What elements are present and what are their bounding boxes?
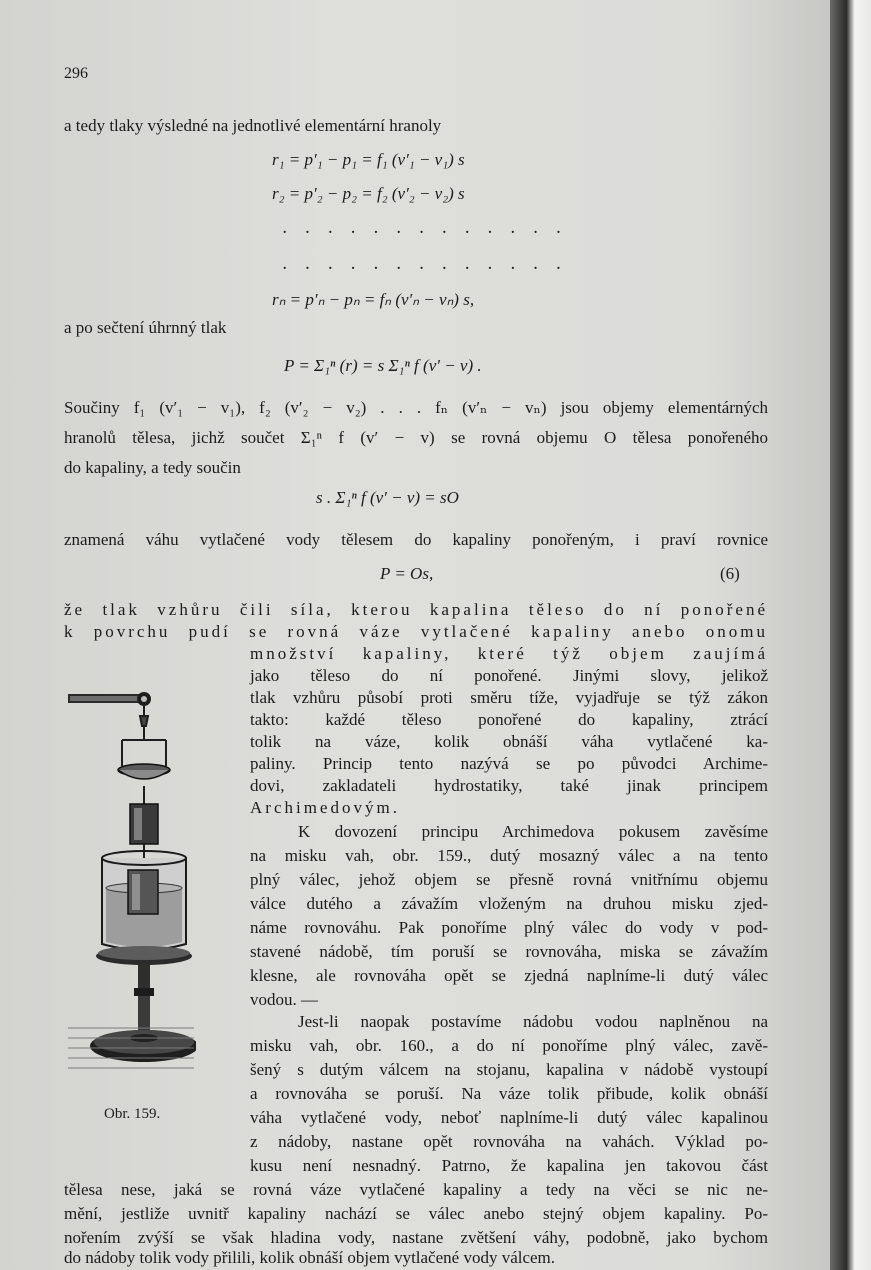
- text-line: jako těleso do ní ponořené. Jinými slovy, jelikož: [250, 666, 768, 685]
- text-line: misku vah, obr. 160., a do ní ponoříme plný válec, zavě-: [250, 1036, 768, 1055]
- text-line: že tlak vzhůru čili síla, kterou kapalina těleso do ní ponořené: [64, 600, 768, 619]
- text-line: a po sečtení úhrnný tlak: [64, 318, 227, 337]
- equation-r2: r₂ = p′₂ − p₂ = f₂ (v′₂ − v₂) s: [272, 184, 465, 203]
- text-line: vodou. —: [250, 990, 318, 1009]
- text-line: stavené nádobě, tím poruší se rovnováha, miska se závažím: [250, 942, 768, 961]
- text-line: tolik na váze, kolik obnáší váha vytlačené ka-: [250, 732, 768, 751]
- text-line: mění, jestliže uvnitř kapaliny nachází se válec anebo stejný objem kapaliny. Po-: [64, 1204, 768, 1223]
- text-line: Jest-li naopak postavíme nádobu vodou naplněnou na: [298, 1012, 768, 1031]
- text-line: na misku vah, obr. 159., dutý mosazný válec a na tento: [250, 846, 768, 865]
- ellipsis-row: . . . . . . . . . . . . .: [282, 218, 568, 238]
- text-line: k povrchu pudí se rovná váze vytlačené kapaliny anebo onomu: [64, 622, 768, 641]
- text-line: z nádoby, nastane opět rovnováha na vahách. Výklad po-: [250, 1132, 768, 1151]
- text-line: nořením zvýší se však hladina vody, nastane zvětšení váhy, podobně, jako bychom: [64, 1228, 768, 1247]
- text-line: znamená váhu vytlačené vody tělesem do kapaliny ponořeným, i praví rovnice: [64, 530, 768, 549]
- text-line: množství kapaliny, které týž objem zaujímá: [250, 644, 768, 663]
- text-line: klesne, ale rovnováha opět se zjedná naplníme-li dutý válec: [250, 966, 768, 985]
- text-line: dovi, zakladateli hydrostatiky, také jinak principem: [250, 776, 768, 795]
- text-line: hranolů tělesa, jichž součet Σ₁ⁿ f (v′ − v) se rovná objemu O tělesa ponořeného: [64, 428, 768, 447]
- text-line: tělesa nese, jaká se rovná váze vytlačené kapaliny a tedy na věci se nic ne-: [64, 1180, 768, 1199]
- text-line: náme rovnováhu. Pak ponoříme plný válec do vody v pod-: [250, 918, 768, 937]
- text-line: váha vytlačené vody, neboť naplníme-li dutý válec kapalinou: [250, 1108, 768, 1127]
- book-spine-edge: [830, 0, 871, 1270]
- ellipsis-row: . . . . . . . . . . . . .: [282, 254, 568, 274]
- equation-6: P = Os,: [380, 564, 434, 583]
- text-line: paliny. Princip tento nazývá se po původci Archime-: [250, 754, 768, 773]
- text-line: šený s dutým válcem na stojanu, kapalina v nádobě vystoupí: [250, 1060, 768, 1079]
- archimedes-apparatus-figure: [66, 688, 196, 1108]
- text-line: válce dutého a závažím vloženým na druhou misku zjed-: [250, 894, 768, 913]
- equation-total-pressure: P = Σ₁ⁿ (r) = s Σ₁ⁿ f (v′ − v) .: [284, 356, 482, 375]
- text-line: kusu není nesnadný. Patrno, že kapalina jen takovou část: [250, 1156, 768, 1175]
- page-number: 296: [64, 65, 88, 82]
- equation-number: (6): [720, 564, 740, 583]
- equation-rn: rₙ = p′ₙ − pₙ = fₙ (v′ₙ − vₙ) s,: [272, 290, 475, 309]
- text-line: do kapaliny, a tedy součin: [64, 458, 241, 477]
- text-line: do nádoby tolik vody přilili, kolik obnáší objem vytlačené vody válcem.: [64, 1248, 556, 1267]
- text-line: takto: každé těleso ponořené do kapaliny, ztrácí: [250, 710, 768, 729]
- text-line: a tedy tlaky výsledné na jednotlivé elementární hranoly: [64, 116, 442, 135]
- text-line: a rovnováha se poruší. Na váze tolik přibude, kolik obnáší: [250, 1084, 768, 1103]
- text-line: tlak vzhůru působí proti směru tíže, vyjadřuje se týž zákon: [250, 688, 768, 707]
- text-line: Součiny f₁ (v′₁ − v₁), f₂ (v′₂ − v₂) . . . fₙ (v′ₙ − vₙ) jsou objemy elementárných: [64, 398, 768, 417]
- text-line: K dovození principu Archimedova pokusem zavěsíme: [298, 822, 768, 841]
- equation-product: s . Σ₁ⁿ f (v′ − v) = sO: [316, 488, 459, 507]
- equation-r1: r₁ = p′₁ − p₁ = f₁ (v′₁ − v₁) s: [272, 150, 465, 169]
- figure-caption: Obr. 159.: [104, 1106, 161, 1122]
- text-line: plný válec, jehož objem se přesně rovná vnitřnímu objemu: [250, 870, 768, 889]
- text-line: Archimedovým.: [250, 798, 400, 817]
